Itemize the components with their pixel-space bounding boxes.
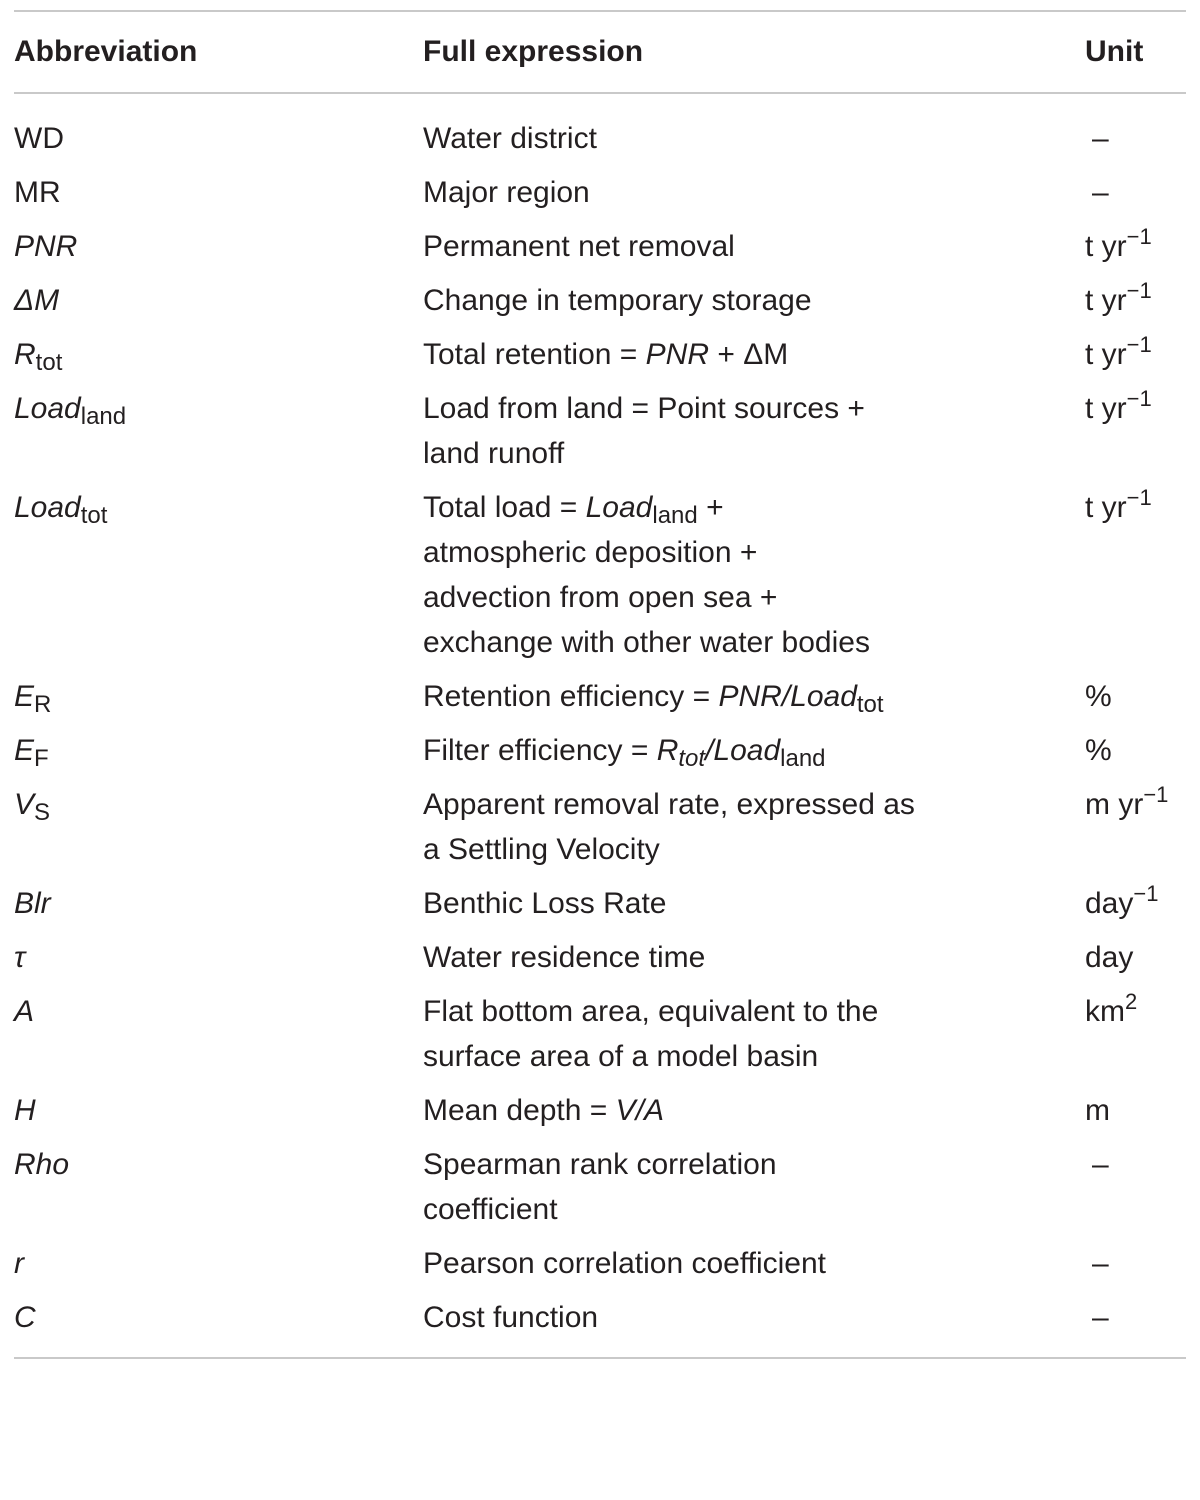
- table-row: [14, 989, 1186, 1088]
- abbr-cell: MR: [14, 176, 61, 209]
- unit-cell: –: [1092, 122, 1109, 155]
- table-row: [14, 1142, 1186, 1241]
- abbr-cell: Rho: [14, 1148, 70, 1181]
- abbreviations-table: [14, 10, 1186, 1359]
- table-row: [14, 674, 1186, 728]
- unit-cell: t $yr^{-1}$: [1085, 386, 1152, 425]
- abbr-cell: r: [14, 1247, 24, 1280]
- expr-cell: Total load = Load$_{land}$ + atmospheric deposition + advection from open sea + exchange with other water bodies: [423, 491, 870, 659]
- expr-cell: Cost function: [423, 1301, 599, 1334]
- expr-cell: Flat bottom area, equivalent to the surface area of a model basin: [423, 995, 879, 1073]
- abbr-cell: $R_{tot}$: [14, 338, 63, 376]
- table-header: [14, 12, 1186, 92]
- bottom-rule: [14, 1357, 1186, 1359]
- table-row: [14, 332, 1186, 386]
- header-full-expression: Full expression: [423, 35, 644, 68]
- expr-cell: Major region: [423, 176, 590, 209]
- expr-cell: Mean depth = V/A: [423, 1094, 665, 1127]
- unit-cell: t $yr^{-1}$: [1085, 224, 1152, 263]
- abbr-cell: H: [14, 1094, 36, 1127]
- abbr-cell: C: [14, 1301, 36, 1334]
- expr-cell: Load from land = Point sources + land runoff: [423, 392, 865, 470]
- table-row: [14, 881, 1186, 935]
- unit-cell: m: [1085, 1094, 1110, 1127]
- header-unit: Unit: [1085, 35, 1144, 68]
- table-row: [14, 170, 1186, 224]
- table-row: [14, 1088, 1186, 1142]
- table-row: [14, 278, 1186, 332]
- abbr-cell: A: [14, 995, 35, 1028]
- unit-cell: $km^2$: [1085, 989, 1138, 1028]
- abbr-cell: PNR: [14, 230, 78, 263]
- unit-cell: day$^{-1}$: [1085, 881, 1159, 920]
- expr-cell: Filter efficiency = $R_{tot}/Load_{land}$: [423, 734, 826, 772]
- abbr-cell: $E_R$: [14, 680, 52, 718]
- unit-cell: m $yr^{-1}$: [1085, 782, 1169, 821]
- unit-cell: –: [1092, 1301, 1109, 1334]
- abbr-cell: Load$_{tot}$: [14, 491, 108, 529]
- unit-cell: –: [1092, 1247, 1109, 1280]
- expr-cell: Water district: [423, 122, 597, 155]
- unit-cell: %: [1085, 680, 1112, 713]
- abbr-cell: ΔM: [14, 284, 60, 317]
- header-abbreviation: Abbreviation: [14, 35, 198, 68]
- unit-cell: –: [1092, 1148, 1109, 1181]
- unit-cell: t $yr^{-1}$: [1085, 278, 1152, 317]
- abbr-cell: Blr: [14, 887, 51, 920]
- table-row: [14, 116, 1186, 170]
- abbr-cell: $V_S$: [14, 788, 51, 826]
- abbr-cell: Load$_{land}$: [14, 392, 127, 430]
- table-row: [14, 386, 1186, 485]
- expr-cell: Benthic Loss Rate: [423, 887, 667, 920]
- expr-cell: Pearson correlation coefficient: [423, 1247, 827, 1280]
- unit-cell: –: [1092, 176, 1109, 209]
- table-row: [14, 485, 1186, 674]
- table-row: [14, 1241, 1186, 1295]
- table-row: [14, 224, 1186, 278]
- unit-cell: %: [1085, 734, 1112, 767]
- expr-cell: Water residence time: [423, 941, 706, 974]
- expr-cell: Spearman rank correlation coefficient: [423, 1148, 777, 1226]
- abbr-cell: $E_F$: [14, 734, 49, 772]
- expr-cell: Permanent net removal: [423, 230, 735, 263]
- expr-cell: Apparent removal rate, expressed as a Settling Velocity: [423, 788, 915, 866]
- table-row: [14, 1295, 1186, 1349]
- abbr-cell: τ: [14, 941, 26, 974]
- table-row: [14, 728, 1186, 782]
- unit-cell: day: [1085, 941, 1134, 974]
- expr-cell: Retention efficiency = PNR/Load$_{tot}$: [423, 680, 884, 718]
- unit-cell: t $yr^{-1}$: [1085, 332, 1152, 371]
- expr-cell: Change in temporary storage: [423, 284, 812, 317]
- table-row: [14, 935, 1186, 989]
- abbr-cell: WD: [14, 122, 64, 155]
- table-row: [14, 782, 1186, 881]
- expr-cell: Total retention = PNR + ΔM: [423, 338, 789, 371]
- unit-cell: t $yr^{-1}$: [1085, 485, 1152, 524]
- table-body: [14, 94, 1186, 1349]
